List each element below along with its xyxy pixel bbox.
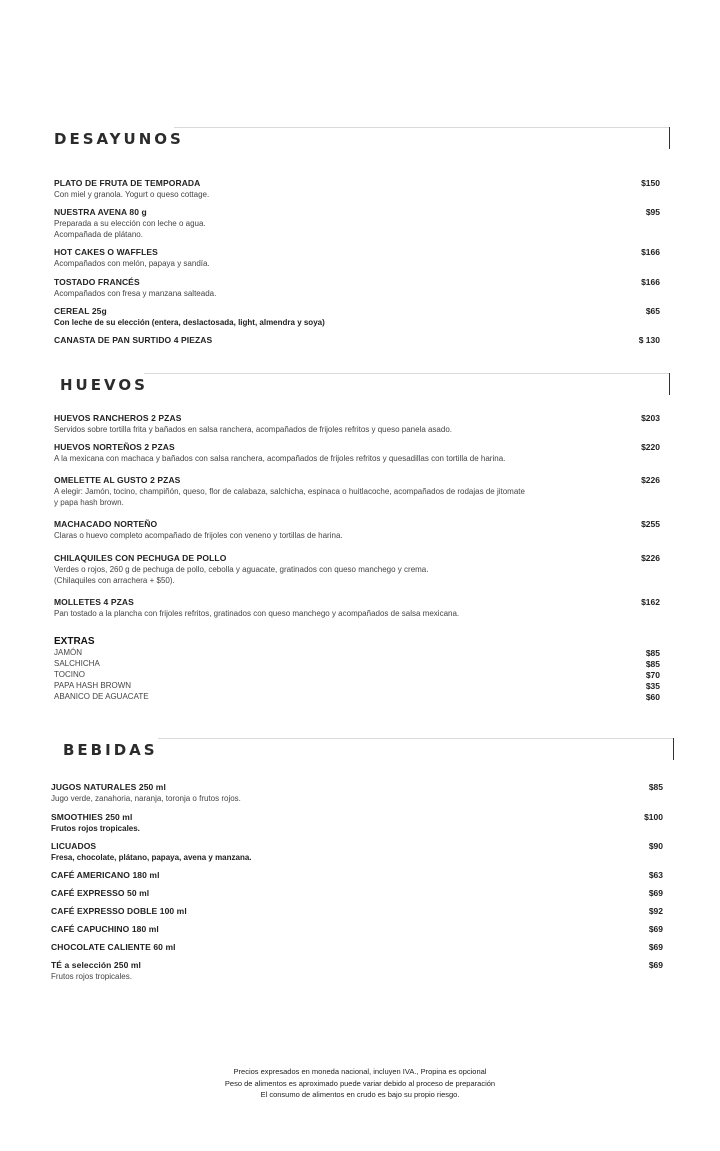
item-price: $69 <box>648 924 663 934</box>
item-description: y papa hash brown. <box>54 498 124 507</box>
item-name: CANASTA DE PAN SURTIDO 4 PIEZAS <box>54 335 213 345</box>
item-name: SMOOTHIES 250 ml <box>51 812 133 822</box>
menu-item <box>54 475 670 508</box>
section-bebidas <box>60 738 674 762</box>
menu-item <box>54 247 670 269</box>
item-name: TOSTADO FRANCÉS <box>54 277 140 287</box>
menu-item <box>54 597 670 619</box>
menu-item <box>54 178 670 200</box>
item-name: CAFÉ CAPUCHINO 180 ml <box>51 924 159 934</box>
menu-item <box>51 870 673 881</box>
menu-item <box>54 335 670 346</box>
section-rule <box>158 738 674 739</box>
footer-line: Peso de alimentos es aproximado puede variar debido al proceso de preparación <box>224 1078 496 1088</box>
item-price: $69 <box>648 942 663 952</box>
item-description: Servidos sobre tortilla frita y bañados en salsa ranchera, acompañados de frijoles refritos y queso panela asado. <box>54 425 453 434</box>
item-description: A elegir: Jamón, tocino, champiñón, queso, flor de calabaza, salchicha, espinaca o huitlacoche, acompañados de rodajas de jitomate <box>54 487 525 496</box>
item-name: NUESTRA AVENA 80 g <box>54 207 147 217</box>
item-name: LICUADOS <box>51 841 97 851</box>
item-name: OMELETTE AL GUSTO 2 PZAS <box>54 475 181 485</box>
menu-item <box>54 207 670 240</box>
item-description: A la mexicana con machaca y bañados con salsa ranchera, acompañados de frijoles refritos y quesadillas con tortilla de harina. <box>54 454 506 463</box>
item-name: HUEVOS RANCHEROS 2 PZAS <box>54 413 182 423</box>
item-name: CEREAL 25g <box>54 306 107 316</box>
menu-item <box>54 413 670 435</box>
item-price: $162 <box>641 597 660 607</box>
extra-price: $60 <box>645 692 660 702</box>
item-price: $100 <box>644 812 663 822</box>
item-price: $85 <box>648 782 663 792</box>
menu-item <box>54 306 670 328</box>
item-price: $203 <box>641 413 660 423</box>
section-huevos <box>54 373 670 397</box>
menu-item <box>51 960 673 982</box>
extra-price: $70 <box>645 670 660 680</box>
item-name: CHILAQUILES CON PECHUGA DE POLLO <box>54 553 227 563</box>
item-description: Acompañados con fresa y manzana salteada. <box>54 289 217 298</box>
item-name: JUGOS NATURALES 250 ml <box>51 782 166 792</box>
item-description: Con miel y granola. Yogurt o queso cottage. <box>54 190 210 199</box>
item-price: $69 <box>648 960 663 970</box>
item-description: Acompañados con melón, papaya y sandía. <box>54 259 210 268</box>
item-price: $69 <box>648 888 663 898</box>
extra-price: $35 <box>645 681 660 691</box>
item-price: $226 <box>641 553 660 563</box>
item-price: $255 <box>641 519 660 529</box>
section-title: HUEVOS <box>60 376 148 394</box>
menu-item <box>54 442 670 464</box>
item-name: CAFÉ AMERICANO 180 ml <box>51 870 160 880</box>
section-header <box>60 738 674 762</box>
section-rule <box>144 373 670 374</box>
item-name: TÉ a selección 250 ml <box>51 960 141 970</box>
item-description: Frutos rojos tropicales. <box>51 972 132 981</box>
item-description: (Chilaquiles con arrachera + $50). <box>54 576 175 585</box>
item-price: $65 <box>645 306 660 316</box>
section-header <box>54 127 670 151</box>
menu-item <box>51 782 673 804</box>
item-price: $95 <box>645 207 660 217</box>
item-price: $ 130 <box>638 335 660 345</box>
extra-item: TOCINO <box>54 670 85 679</box>
menu-item <box>51 812 673 834</box>
section-desayunos <box>54 127 670 151</box>
item-name: MACHACADO NORTEÑO <box>54 519 158 529</box>
item-price: $63 <box>648 870 663 880</box>
item-name: CAFÉ EXPRESSO DOBLE 100 ml <box>51 906 187 916</box>
extra-item: SALCHICHA <box>54 659 100 668</box>
menu-item <box>51 888 673 899</box>
item-name: HUEVOS NORTEÑOS 2 PZAS <box>54 442 175 452</box>
item-description: Fresa, chocolate, plátano, papaya, avena y manzana. <box>51 853 252 862</box>
item-price: $166 <box>641 277 660 287</box>
extra-item: PAPA HASH BROWN <box>54 681 132 690</box>
item-description: Pan tostado a la plancha con frijoles refritos, gratinados con queso manchego y acompañados de salsa mexicana. <box>54 609 460 618</box>
section-title: BEBIDAS <box>63 741 158 759</box>
menu-item <box>51 906 673 917</box>
section-rule <box>174 127 670 128</box>
menu-item <box>54 519 670 541</box>
section-rule-end <box>673 738 675 760</box>
item-name: HOT CAKES O WAFFLES <box>54 247 158 257</box>
extras-block <box>54 636 670 702</box>
item-name: PLATO DE FRUTA DE TEMPORADA <box>54 178 201 188</box>
footer-line: El consumo de alimentos en crudo es bajo su propio riesgo. <box>260 1090 460 1099</box>
section-rule-end <box>669 127 671 149</box>
section-header <box>54 373 670 397</box>
menu-item <box>54 553 670 586</box>
menu-item <box>51 841 673 863</box>
item-description: Jugo verde, zanahoria, naranja, toronja o frutos rojos. <box>51 794 241 803</box>
extra-item: JAMÓN <box>54 648 82 657</box>
extra-price: $85 <box>645 659 660 669</box>
item-description: Frutos rojos tropicales. <box>51 824 140 833</box>
item-name: MOLLETES 4 PZAS <box>54 597 134 607</box>
section-rule-end <box>669 373 671 395</box>
menu-item <box>51 924 673 935</box>
item-description: Claras o huevo completo acompañado de frijoles con veneno y tortillas de harina. <box>54 531 343 540</box>
item-name: CHOCOLATE CALIENTE 60 ml <box>51 942 176 952</box>
item-description: Preparada a su elección con leche o agua. <box>54 219 206 228</box>
item-price: $92 <box>648 906 663 916</box>
item-description: Acompañada de plátano. <box>54 230 143 239</box>
item-price: $150 <box>641 178 660 188</box>
section-title: DESAYUNOS <box>54 130 184 148</box>
menu-item <box>51 942 673 953</box>
item-price: $90 <box>648 841 663 851</box>
item-price: $220 <box>641 442 660 452</box>
extras-title: EXTRAS <box>54 636 95 647</box>
item-description: Con leche de su elección (entera, deslactosada, light, almendra y soya) <box>54 318 325 327</box>
footer-line: Precios expresados en moneda nacional, incluyen IVA., Propina es opcional <box>233 1067 487 1076</box>
extra-price: $85 <box>645 648 660 658</box>
item-name: CAFÉ EXPRESSO 50 ml <box>51 888 150 898</box>
menu-item <box>54 277 670 299</box>
extra-item: ABANICO DE AGUACATE <box>54 692 149 701</box>
item-price: $166 <box>641 247 660 257</box>
footer-notes <box>0 1066 720 1101</box>
item-price: $226 <box>641 475 660 485</box>
item-description: Verdes o rojos, 260 g de pechuga de pollo, cebolla y aguacate, gratinados con queso manchego y crema. <box>54 565 429 574</box>
